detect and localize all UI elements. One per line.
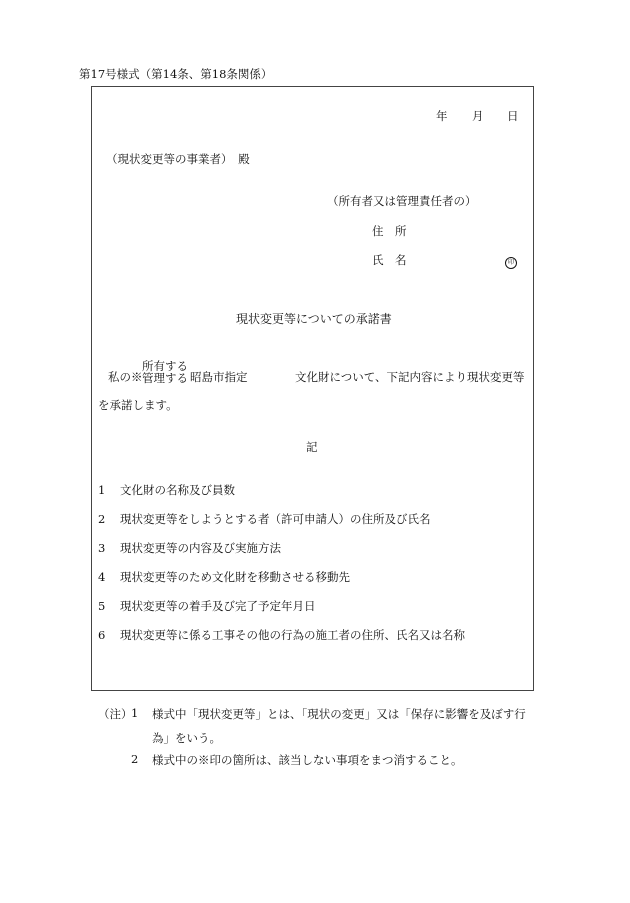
item-text: 現状変更等に係る工事その他の行為の施工者の住所、氏名又は名称 bbox=[120, 628, 465, 642]
city-designation: 昭島市指定 bbox=[190, 370, 248, 384]
note2-text: 様式中の※印の箇所は、該当しない事項をまつ消すること。 bbox=[152, 753, 463, 767]
date-day-label: 日 bbox=[507, 109, 519, 123]
option-own: 所有する bbox=[142, 359, 188, 373]
item-number: 6 bbox=[98, 628, 106, 642]
body-prefix: 私の※ bbox=[108, 370, 143, 384]
note2-number: 2 bbox=[131, 752, 139, 766]
seal-mark bbox=[505, 253, 517, 269]
ownership-options bbox=[142, 360, 188, 384]
body-line2: を承諾します。 bbox=[98, 398, 178, 412]
item-text: 文化財の名称及び員数 bbox=[120, 483, 235, 497]
option-manage: 管理する bbox=[142, 371, 188, 385]
list-item bbox=[98, 569, 350, 585]
notes-label: （注） bbox=[98, 707, 133, 721]
note1-number: 1 bbox=[131, 706, 139, 720]
note1-line1: 様式中「現状変更等」とは、「現状の変更」又は「保存に影響を及ぼす行 bbox=[152, 707, 526, 721]
item-number: 3 bbox=[98, 541, 106, 555]
item-number: 2 bbox=[98, 512, 106, 526]
address-label: 住 所 bbox=[372, 224, 407, 238]
body-continuation: 文化財について、下記内容により現状変更等 bbox=[295, 370, 525, 384]
item-number: 4 bbox=[98, 570, 106, 584]
list-item bbox=[98, 540, 281, 556]
seal-icon: 印 bbox=[505, 257, 517, 269]
ki-heading: 記 bbox=[306, 440, 318, 454]
list-item bbox=[98, 598, 316, 614]
list-item bbox=[98, 482, 235, 498]
item-text: 現状変更等のため文化財を移動させる移動先 bbox=[120, 570, 350, 584]
date-year-label: 年 bbox=[436, 109, 448, 123]
list-item bbox=[98, 627, 465, 643]
item-number: 1 bbox=[98, 483, 106, 497]
form-number: 第17号様式（第14条、第18条関係） bbox=[79, 67, 273, 81]
list-item bbox=[98, 511, 431, 527]
item-text: 現状変更等をしようとする者（許可申請人）の住所及び氏名 bbox=[120, 512, 431, 526]
document-title: 現状変更等についての承諾書 bbox=[236, 312, 392, 326]
item-text: 現状変更等の内容及び実施方法 bbox=[120, 541, 281, 555]
item-text: 現状変更等の着手及び完了予定年月日 bbox=[120, 599, 316, 613]
date-month-label: 月 bbox=[472, 109, 484, 123]
owner-heading: （所有者又は管理責任者の） bbox=[327, 194, 477, 208]
name-label: 氏 名 bbox=[372, 253, 407, 267]
note1-line2: 為」をいう。 bbox=[152, 731, 221, 745]
addressee: （現状変更等の事業者） 殿 bbox=[106, 152, 250, 166]
item-number: 5 bbox=[98, 599, 106, 613]
